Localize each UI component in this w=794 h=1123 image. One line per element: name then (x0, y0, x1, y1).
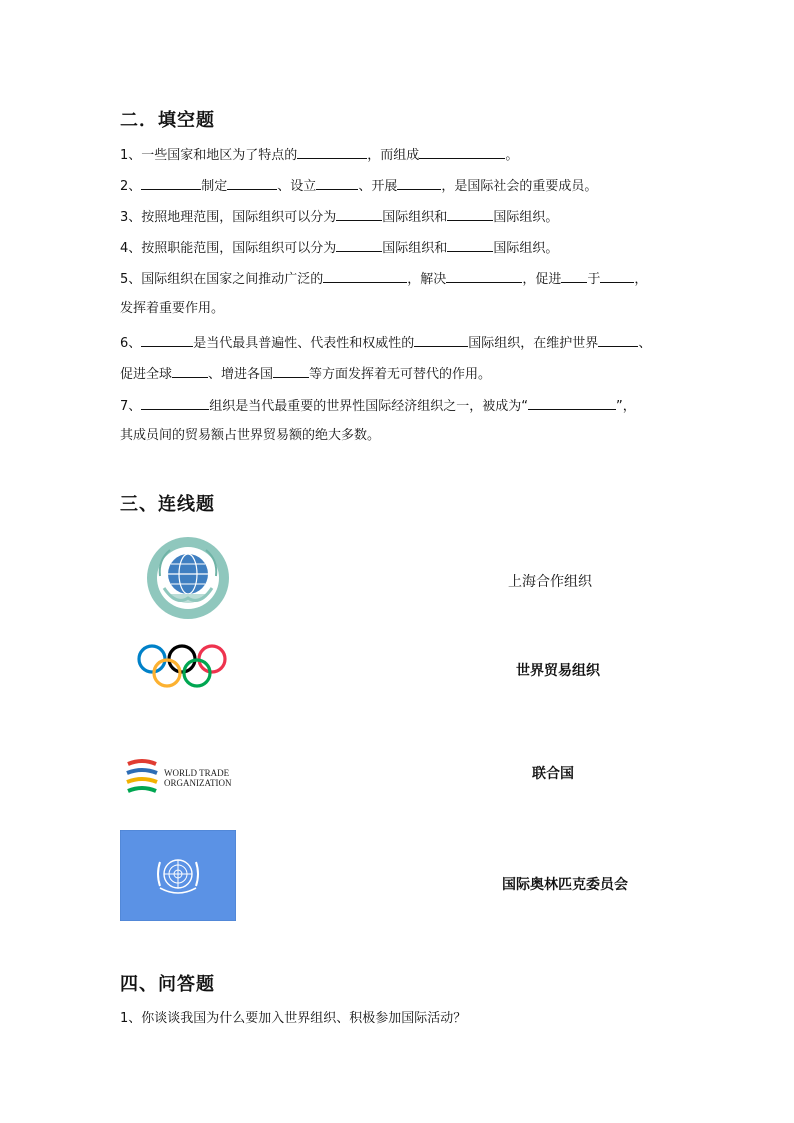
match-label-un[interactable]: 联合国 (532, 766, 574, 782)
section-title-fill-in: 二．填空题 (120, 110, 215, 131)
section-title-qa: 四、问答题 (120, 974, 215, 995)
match-label-ioc[interactable]: 国际奥林匹克委员会 (502, 877, 628, 893)
blank[interactable] (316, 175, 358, 190)
question-2-7: 7、 组织是当代最重要的世界性国际经济组织之一，被成为“ ”， (120, 395, 636, 417)
blank[interactable] (419, 144, 505, 159)
blank[interactable] (447, 237, 493, 252)
question-2-5-line2: 发挥着重要作用。 (120, 301, 225, 316)
blank[interactable] (297, 144, 367, 159)
blank[interactable] (323, 268, 407, 283)
question-2-4: 4、按照职能范围，国际组织可以分为 国际组织和 国际组织。 (120, 237, 558, 259)
question-2-6: 6、 是当代最具普遍性、代表性和权威性的 国际组织，在维护世界 、 (120, 332, 651, 354)
blank[interactable] (336, 206, 382, 221)
blank[interactable] (598, 332, 638, 347)
blank[interactable] (172, 363, 208, 378)
blank[interactable] (561, 268, 587, 283)
question-2-3: 3、按照地理范围，国际组织可以分为 国际组织和 国际组织。 (120, 206, 558, 228)
question-2-2: 2、 制定 、设立 、开展 ，是国际社会的重要成员。 (120, 175, 597, 197)
blank[interactable] (141, 175, 201, 190)
question-2-7-line2: 其成员间的贸易额占世界贸易额的绝大多数。 (120, 428, 381, 443)
question-2-5: 5、国际组织在国家之间推动广泛的 ，解决 ，促进 于 ， (120, 268, 647, 290)
blank[interactable] (528, 395, 616, 410)
blank[interactable] (336, 237, 382, 252)
olympic-rings-icon[interactable] (136, 642, 228, 692)
blank[interactable] (273, 363, 309, 378)
blank[interactable] (446, 268, 522, 283)
wto-logo-text: WORLD TRADE ORGANIZATION (164, 768, 232, 788)
un-flag-icon[interactable] (120, 830, 236, 921)
blank[interactable] (414, 332, 468, 347)
blank[interactable] (600, 268, 634, 283)
sco-logo-icon[interactable] (146, 536, 230, 620)
blank[interactable] (141, 395, 209, 410)
blank[interactable] (397, 175, 441, 190)
blank[interactable] (227, 175, 277, 190)
wto-logo-icon[interactable] (124, 758, 162, 798)
section-title-matching: 三、连线题 (120, 494, 215, 515)
question-2-1: 1、一些国家和地区为了特点的 ，而组成 。 (120, 144, 518, 166)
question-4-1: 1、你谈谈我国为什么要加入世界组织、积极参加国际活动？ (120, 1011, 467, 1026)
match-label-wto[interactable]: 世界贸易组织 (516, 663, 600, 679)
question-2-6-line2: 促进全球 、增进各国 等方面发挥着无可替代的作用。 (120, 363, 491, 385)
match-label-sco[interactable]: 上海合作组织 (508, 574, 592, 590)
blank[interactable] (141, 332, 193, 347)
blank[interactable] (447, 206, 493, 221)
